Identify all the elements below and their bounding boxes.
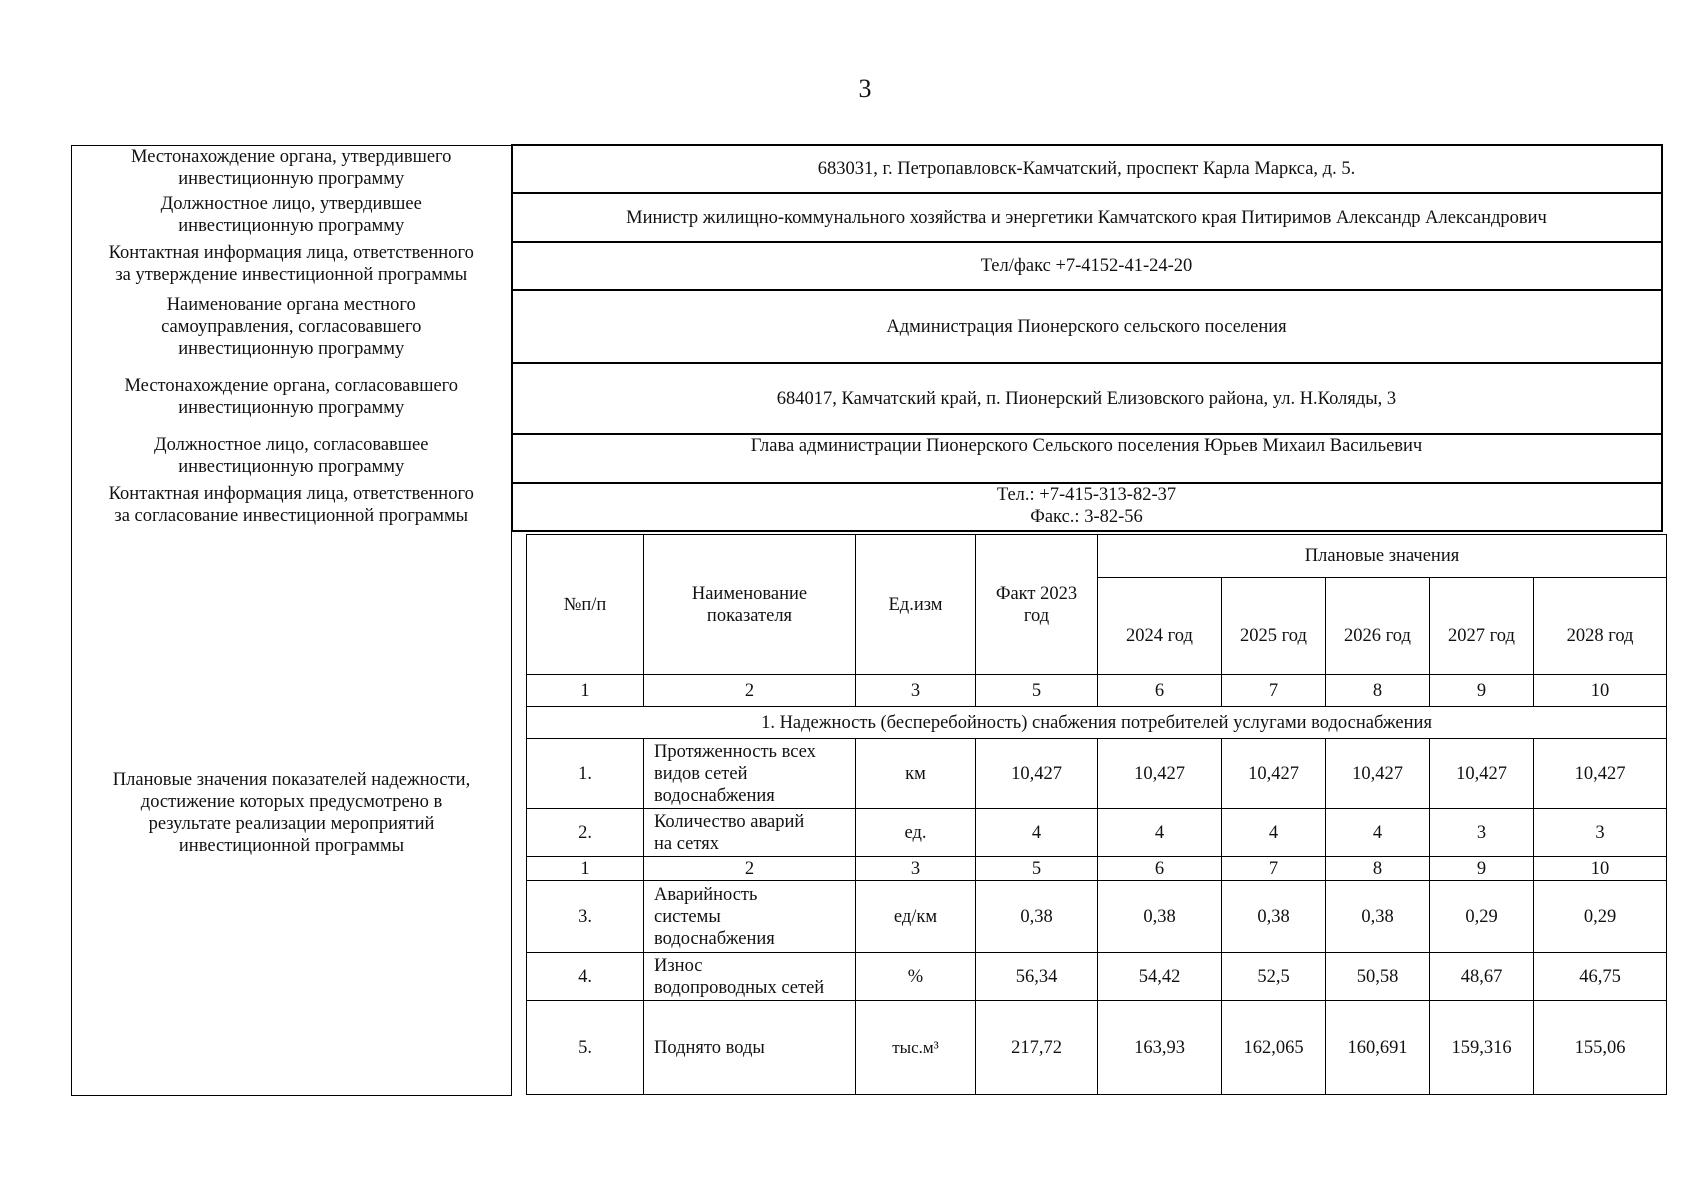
info-label: Контактная информация лица, ответственного за утверждение инвестиционной программы	[72, 242, 512, 290]
row-unit: %	[856, 953, 976, 1001]
column-number: 6	[1098, 675, 1222, 707]
info-row	[72, 434, 1662, 483]
row-name: Протяженность всех видов сетей водоснабжения	[644, 739, 856, 809]
row-num: 3.	[527, 881, 644, 953]
column-number: 3	[856, 857, 976, 881]
indicators-table	[526, 534, 1667, 1095]
row-value: 46,75	[1534, 953, 1667, 1001]
column-numbers-row	[527, 857, 1667, 881]
row-value: 4	[1098, 809, 1222, 857]
column-numbers-row	[527, 675, 1667, 707]
header-year: 2026 год	[1326, 578, 1430, 675]
column-number: 8	[1326, 857, 1430, 881]
row-unit: ед/км	[856, 881, 976, 953]
row-value: 163,93	[1098, 1001, 1222, 1095]
info-value: Тел.: +7-415-313-82-37 Факс.: 3-82-56	[512, 483, 1662, 531]
column-number: 2	[644, 857, 856, 881]
indicators-cell	[512, 531, 1662, 1095]
row-value: 48,67	[1430, 953, 1534, 1001]
row-value: 0,29	[1534, 881, 1667, 953]
row-value: 4	[1326, 809, 1430, 857]
row-name: Износ водопроводных сетей	[644, 953, 856, 1001]
column-number: 5	[976, 857, 1098, 881]
row-value: 217,72	[976, 1001, 1098, 1095]
row-value: 10,427	[976, 739, 1098, 809]
row-value: 0,38	[1098, 881, 1222, 953]
row-value: 52,5	[1222, 953, 1326, 1001]
table-row	[527, 881, 1667, 953]
column-number: 7	[1222, 675, 1326, 707]
page-number: 3	[858, 74, 872, 103]
row-value: 10,427	[1222, 739, 1326, 809]
column-number: 2	[644, 675, 856, 707]
row-value: 0,29	[1430, 881, 1534, 953]
investment-program-info-table	[71, 144, 1663, 1096]
row-value: 162,065	[1222, 1001, 1326, 1095]
row-value: 10,427	[1326, 739, 1430, 809]
column-number: 5	[976, 675, 1098, 707]
info-value: 684017, Камчатский край, п. Пионерский Елизовского района, ул. Н.Коляды, 3	[512, 363, 1662, 434]
section-row	[527, 707, 1667, 739]
row-value: 10,427	[1430, 739, 1534, 809]
info-row	[72, 290, 1662, 363]
row-name: Количество аварий на сетях	[644, 809, 856, 857]
header-row	[527, 535, 1667, 578]
indicators-label: Плановые значения показателей надежности, достижение которых предусмотрено в результате реализации мероприятий инвестиционной программы	[72, 531, 512, 1095]
info-value: Глава администрации Пионерского Сельского поселения Юрьев Михаил Васильевич	[512, 434, 1662, 483]
info-value: Министр жилищно-коммунального хозяйства и энергетики Камчатского края Питиримов Александр Александрович	[512, 193, 1662, 242]
section-title: 1. Надежность (бесперебойность) снабжения потребителей услугами водоснабжения	[527, 707, 1667, 739]
row-num: 5.	[527, 1001, 644, 1095]
row-unit: тыс.м³	[856, 1001, 976, 1095]
header-unit: Ед.изм	[856, 535, 976, 675]
info-label: Наименование органа местного самоуправления, согласовавшего инвестиционную программу	[72, 290, 512, 363]
info-label: Контактная информация лица, ответственного за согласование инвестиционной программы	[72, 483, 512, 531]
info-label: Должностное лицо, утвердившее инвестиционную программу	[72, 193, 512, 242]
table-row	[527, 953, 1667, 1001]
column-number: 10	[1534, 857, 1667, 881]
row-value: 3	[1430, 809, 1534, 857]
header-year: 2028 год	[1534, 578, 1667, 675]
column-number: 7	[1222, 857, 1326, 881]
row-value: 0,38	[1222, 881, 1326, 953]
row-value: 159,316	[1430, 1001, 1534, 1095]
header-name: Наименование показателя	[644, 535, 856, 675]
indicators-row	[72, 531, 1662, 1095]
row-value: 0,38	[976, 881, 1098, 953]
row-value: 3	[1534, 809, 1667, 857]
row-value: 10,427	[1098, 739, 1222, 809]
row-value: 160,691	[1326, 1001, 1430, 1095]
header-year: 2027 год	[1430, 578, 1534, 675]
info-label: Должностное лицо, согласовавшее инвестиционную программу	[72, 434, 512, 483]
info-value: 683031, г. Петропавловск-Камчатский, проспект Карла Маркса, д. 5.	[512, 145, 1662, 193]
column-number: 1	[527, 857, 644, 881]
header-num: №п/п	[527, 535, 644, 675]
row-name: Аварийность системы водоснабжения	[644, 881, 856, 953]
table-row	[527, 809, 1667, 857]
row-num: 4.	[527, 953, 644, 1001]
row-value: 56,34	[976, 953, 1098, 1001]
column-number: 8	[1326, 675, 1430, 707]
column-number: 3	[856, 675, 976, 707]
info-row	[72, 145, 1662, 193]
table-row	[527, 1001, 1667, 1095]
info-value: Тел/факс +7-4152-41-24-20	[512, 242, 1662, 290]
info-row	[72, 193, 1662, 242]
row-unit: км	[856, 739, 976, 809]
info-value: Администрация Пионерского сельского поселения	[512, 290, 1662, 363]
row-value: 4	[1222, 809, 1326, 857]
row-num: 1.	[527, 739, 644, 809]
header-fact: Факт 2023 год	[976, 535, 1098, 675]
header-year: 2024 год	[1098, 578, 1222, 675]
row-value: 54,42	[1098, 953, 1222, 1001]
column-number: 6	[1098, 857, 1222, 881]
row-value: 155,06	[1534, 1001, 1667, 1095]
info-label: Местонахождение органа, согласовавшего инвестиционную программу	[72, 363, 512, 434]
header-year: 2025 год	[1222, 578, 1326, 675]
column-number: 9	[1430, 675, 1534, 707]
column-number: 9	[1430, 857, 1534, 881]
row-value: 4	[976, 809, 1098, 857]
row-value: 50,58	[1326, 953, 1430, 1001]
row-name: Поднято воды	[644, 1001, 856, 1095]
header-planned: Плановые значения	[1098, 535, 1667, 578]
row-unit: ед.	[856, 809, 976, 857]
info-row	[72, 363, 1662, 434]
column-number: 1	[527, 675, 644, 707]
row-num: 2.	[527, 809, 644, 857]
table-row	[527, 739, 1667, 809]
row-value: 10,427	[1534, 739, 1667, 809]
column-number: 10	[1534, 675, 1667, 707]
info-label: Местонахождение органа, утвердившего инвестиционную программу	[72, 145, 512, 193]
info-row	[72, 242, 1662, 290]
row-value: 0,38	[1326, 881, 1430, 953]
info-row	[72, 483, 1662, 531]
